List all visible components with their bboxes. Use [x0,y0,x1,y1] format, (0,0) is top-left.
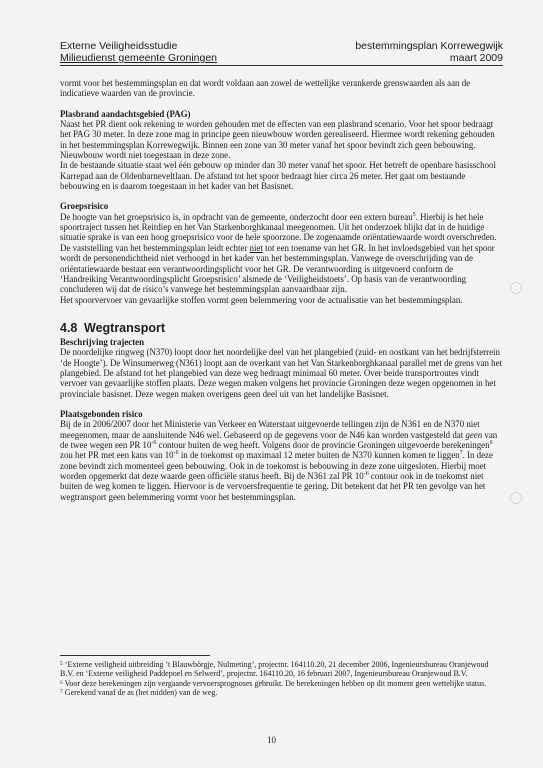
header-date: maart 2009 [449,52,503,64]
gr-paragraph-1: De hoogte van het groepsrisico is, in opdracht van de gemeente, onderzocht door een extern bureau$^5$. Hierbij is het hele spoortraject tussen het Reitdiep en het Van Starkenborghkanaal meegenomen. Uit het onderzoek blijkt dat in de huidige situatie sprake is van een hoog groepsrisico voor de hele spoorzone. De zogenaamde oriëntatiewaarde wordt overschreden. De vaststelling van het bestemmingsplan leidt echter niet tot een toename van het GR. In het invloedsgebied van het spoor wordt de personendichtheid niet verhoogd in het kader van het bestemmingsplan. Vanwege de overschrijding van de oriëntatiewaarde bestaat een verantwoordingsplicht voor het GR. De verantwoording is uitgevoerd conform de ‘Handreiking Verantwoordingsplicht Groepsrisico’ alsmede de ‘Veiligheidstoets’. Op basis van de verantwoording concluderen wij dat de risico’s vanwege het bestemmingsplan aanvaardbaar zijn. [60,211,497,295]
section-heading [60,321,502,335]
footnote-ref-5: 5 [412,211,416,218]
gr-paragraph-2: Het spoorvervoer van gevaarlijke stoffen vormt geen belemmering voor de actualisatie van het bestemmingsplan. [60,294,463,305]
pag-heading: Plasbrand aandachtsgebied (PAG) [60,108,191,119]
pag-paragraph-1: Naast het PR dient ook rekening te worden gehouden met de effecten van een plasbrand scenario. Voor het spoor bedraagt het PAG 30 meter. In deze zone mag in principe geen nieuwbouw worden gerealiseerd. Hiermee wordt rekening gehouden in het bestemmingsplan Korrewegwijk. Binnen een zone van 30 meter vanaf het spoor bevindt zich geen bebouwing. Nieuwbouw wordt niet toegestaan in deze zone. [60,119,495,161]
gr-heading: Groepsrisico [60,201,109,212]
intro-paragraph: vormt voor het bestemmingsplan en dat wordt voldaan aan zowel de wettelijke verankerde grenswaarden als aan de indicatieve waarden van de provincie. [60,78,471,99]
header-right [355,40,503,64]
pr-heading: Plaatsgebonden risico [60,408,143,419]
footnote-5: ⁵ ‘Externe veiligheid uitbreiding ’t Blauwbörgje, Nulmeting’, projectnr. 164110.20, 21 december 2006, Ingenieursbureau Oranjewoud B.V. en ‘Externe veiligheid Paddepoel en Selwerd’, projectnr. 164110.20, 16 februari 2007, Ingenieursbureau Oranjewoud B.V. [60,660,489,679]
trajecten-heading: Beschrijving trajecten [60,336,145,347]
footnote-rule [60,655,210,656]
page-header [60,40,503,68]
header-study-title: Externe Veiligheidsstudie [60,40,178,52]
punch-hole-mark [510,492,522,504]
document-body [60,78,502,502]
trajecten-paragraph: De noordelijke ringweg (N370) loopt door het noordelijke deel van het plangebied (zuid- en oostkant van het bedrijfsterrein ‘de Hoogte’). De Winsumerweg (N361) loopt aan de overkant van het Van Starkenborghkanaal parallel met de grens van het plangebied. De afstand tot het plangebied van deze weg bedraagt minimaal 60 meter. Over beide transportroutes vindt vervoer van gevaarlijke stoffen plaats. Deze wegen maken volgens het provincie Groningen deze wegen opgenomen in het provinciale basisnet. Deze wegen maken overigens geen deel uit van het landelijke Basisnet. [60,347,503,399]
footnote-ref-7: 7 [459,450,463,457]
footnote-6: ⁶ Voor deze berekeningen zijn vergaande vervoersprognoses gebruikt. De berekeningen hebben op dit moment geen wettelijke status. [60,678,487,688]
header-plan-title: bestemmingsplan Korrewegwijk [355,40,503,52]
footnote-7: ⁷ Gerekend vanaf de as (het midden) van de weg. [60,688,218,698]
emphasis-niet: niet [249,242,263,253]
footnotes [60,655,502,698]
punch-hole-mark [510,282,522,294]
page-number: 10 [267,735,276,745]
header-rule [60,65,503,66]
section-title: Wegtransport [84,320,166,335]
header-organization: Milieudienst gemeente Groningen [60,52,218,64]
pag-paragraph-2: In de bestaande situatie staat wel één gebouw op minder dan 30 meter vanaf het spoor. Het betreft de openbare basisschool Karrepad aan de Oldenbarneveltlaan. De afstand tot het spoor bedraagt hier circa 26 meter. Het gaat om bestaande bebouwing en is daarom toegestaan in het kader van het Basisnet. [60,160,496,192]
footnote-ref-6: 6 [489,440,493,446]
pr-paragraph: Bij de in 2006/2007 door het Ministerie van Verkeer en Waterstaat uitgevoerde tellingen zijn de N361 en de N370 niet meegenomen, maar de aansluitende N46 wel. Gebaseerd op de gegevens voor de N46 kan worden vastgesteld dat geen van de twee wegen een PR $10^{-6}$ contour buiten de weg heeft. Volgens door de provincie Groningen uitgevoerde berekeningen$^6$ zou het PR met een kans van $10^{-6}$ in de toekomst op maximaal 12 meter buiten de N370 kunnen komen te liggen$^7$. In deze zone bevindt zich momenteel geen bebouwing. Ook in de toekomst is bebouwing in deze zone uitgesloten. Hierbij moet worden opgemerkt dat deze waarde geen officiële status heeft. Bij de N361 zal PR $10^{-6}$ contour ook in de toekomst niet buiten de weg komen te liggen. Hiervoor is de vervoersfrequentie te gering. Dit betekent dat het PR ten gevolge van het wegtransport geen belemmering vormt voor het bestemmingsplan. [60,419,498,502]
emphasis-geen: geen [465,429,483,440]
section-number: 4.8 [60,320,78,335]
header-left [60,40,217,64]
